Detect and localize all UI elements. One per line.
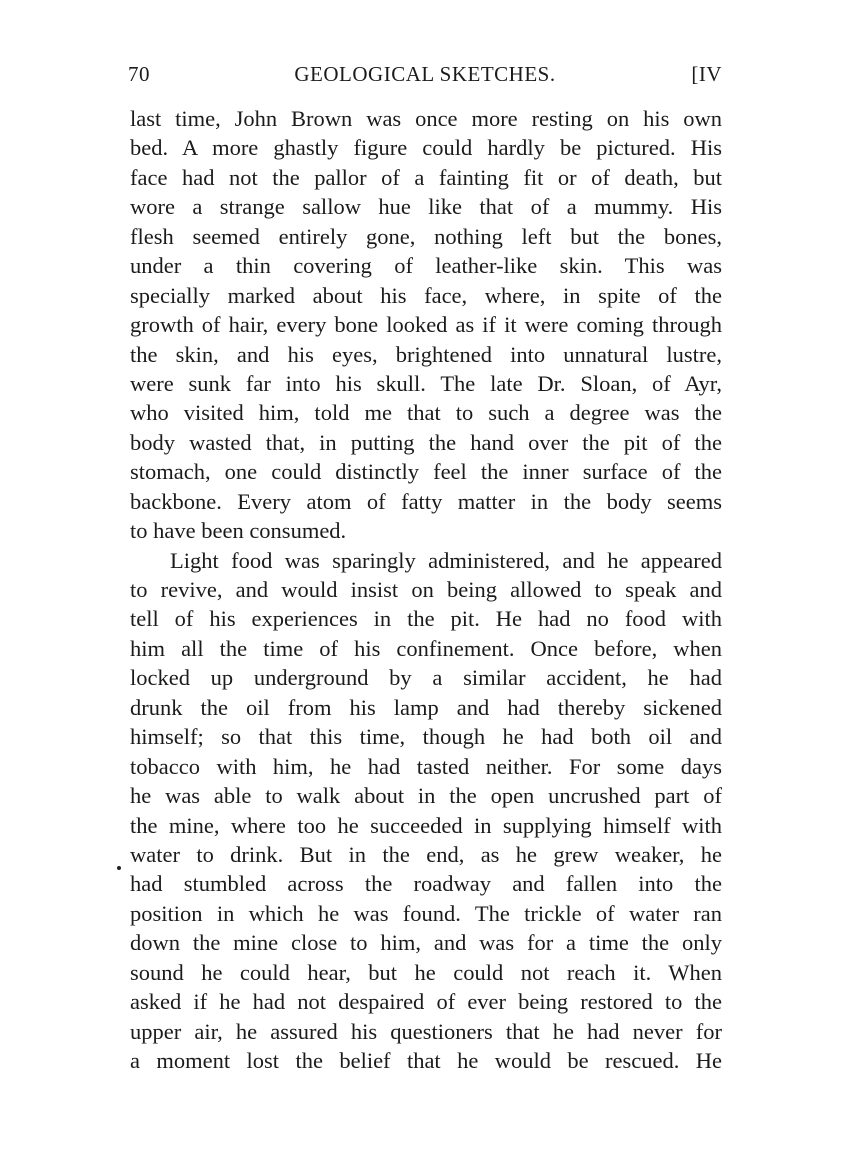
text-line: face had not the pallor of a fainting fit or of death, but xyxy=(130,164,722,190)
text-line: bed. A more ghastly figure could hardly be pictured. His xyxy=(130,135,722,161)
text-line: had stumbled across the roadway and fallen into the xyxy=(130,871,722,897)
text-line: him all the time of his confinement. Once before, when xyxy=(130,635,722,661)
text-line: Light food was sparingly administered, and he appeared xyxy=(170,547,722,573)
text-line: himself; so that this time, though he had both oil and xyxy=(130,724,722,750)
text-line: the skin, and his eyes, brightened into unnatural lustre, xyxy=(130,341,722,367)
text-line: to have been consumed. xyxy=(130,518,347,544)
text-line: water to drink. But in the end, as he grew weaker, he xyxy=(130,841,722,867)
running-head xyxy=(128,58,722,92)
text-line: body wasted that, in putting the hand over the pit of the xyxy=(130,429,722,455)
ink-speck xyxy=(117,866,121,870)
text-line: flesh seemed entirely gone, nothing left but the bones, xyxy=(130,223,722,249)
page-number: 70 xyxy=(128,62,150,86)
text-line: stomach, one could distinctly feel the inner surface of the xyxy=(130,459,722,485)
text-line: upper air, he assured his questioners that he had never for xyxy=(130,1018,722,1044)
paragraph-continuation xyxy=(130,104,722,546)
text-line: who visited him, told me that to such a degree was the xyxy=(130,400,722,426)
text-line: he was able to walk about in the open uncrushed part of xyxy=(130,783,722,809)
text-line: backbone. Every atom of fatty matter in the body seems xyxy=(130,488,722,514)
text-line: down the mine close to him, and was for a time the only xyxy=(130,930,722,956)
text-line: the mine, where too he succeeded in supplying himself with xyxy=(130,812,722,838)
text-line: sound he could hear, but he could not reach it. When xyxy=(130,959,722,985)
text-line: drunk the oil from his lamp and had thereby sickened xyxy=(130,694,722,720)
text-line: position in which he was found. The trickle of water ran xyxy=(130,900,722,926)
body-text xyxy=(130,104,722,1075)
text-line: wore a strange sallow hue like that of a mummy. His xyxy=(130,194,722,220)
text-line: were sunk far into his skull. The late Dr. Sloan, of Ayr, xyxy=(130,370,722,396)
text-line: a moment lost the belief that he would be rescued. He xyxy=(130,1048,722,1073)
text-line: under a thin covering of leather-like skin. This was xyxy=(130,253,722,279)
paragraph-light-food xyxy=(130,546,722,1076)
running-title: GEOLOGICAL SKETCHES. xyxy=(294,62,556,86)
text-line: tell of his experiences in the pit. He had no food with xyxy=(130,606,722,632)
text-line: locked up underground by a similar accident, he had xyxy=(130,665,722,691)
text-line: tobacco with him, he had tasted neither. For some days xyxy=(130,753,722,779)
text-line: to revive, and would insist on being allowed to speak and xyxy=(130,577,722,602)
text-line: last time, John Brown was once more resting on his own xyxy=(130,106,722,131)
text-line: growth of hair, every bone looked as if it were coming through xyxy=(130,312,722,338)
text-line: specially marked about his face, where, in spite of the xyxy=(130,282,722,308)
chapter-reference: [IV xyxy=(691,62,722,86)
text-line: asked if he had not despaired of ever being restored to the xyxy=(130,989,722,1015)
